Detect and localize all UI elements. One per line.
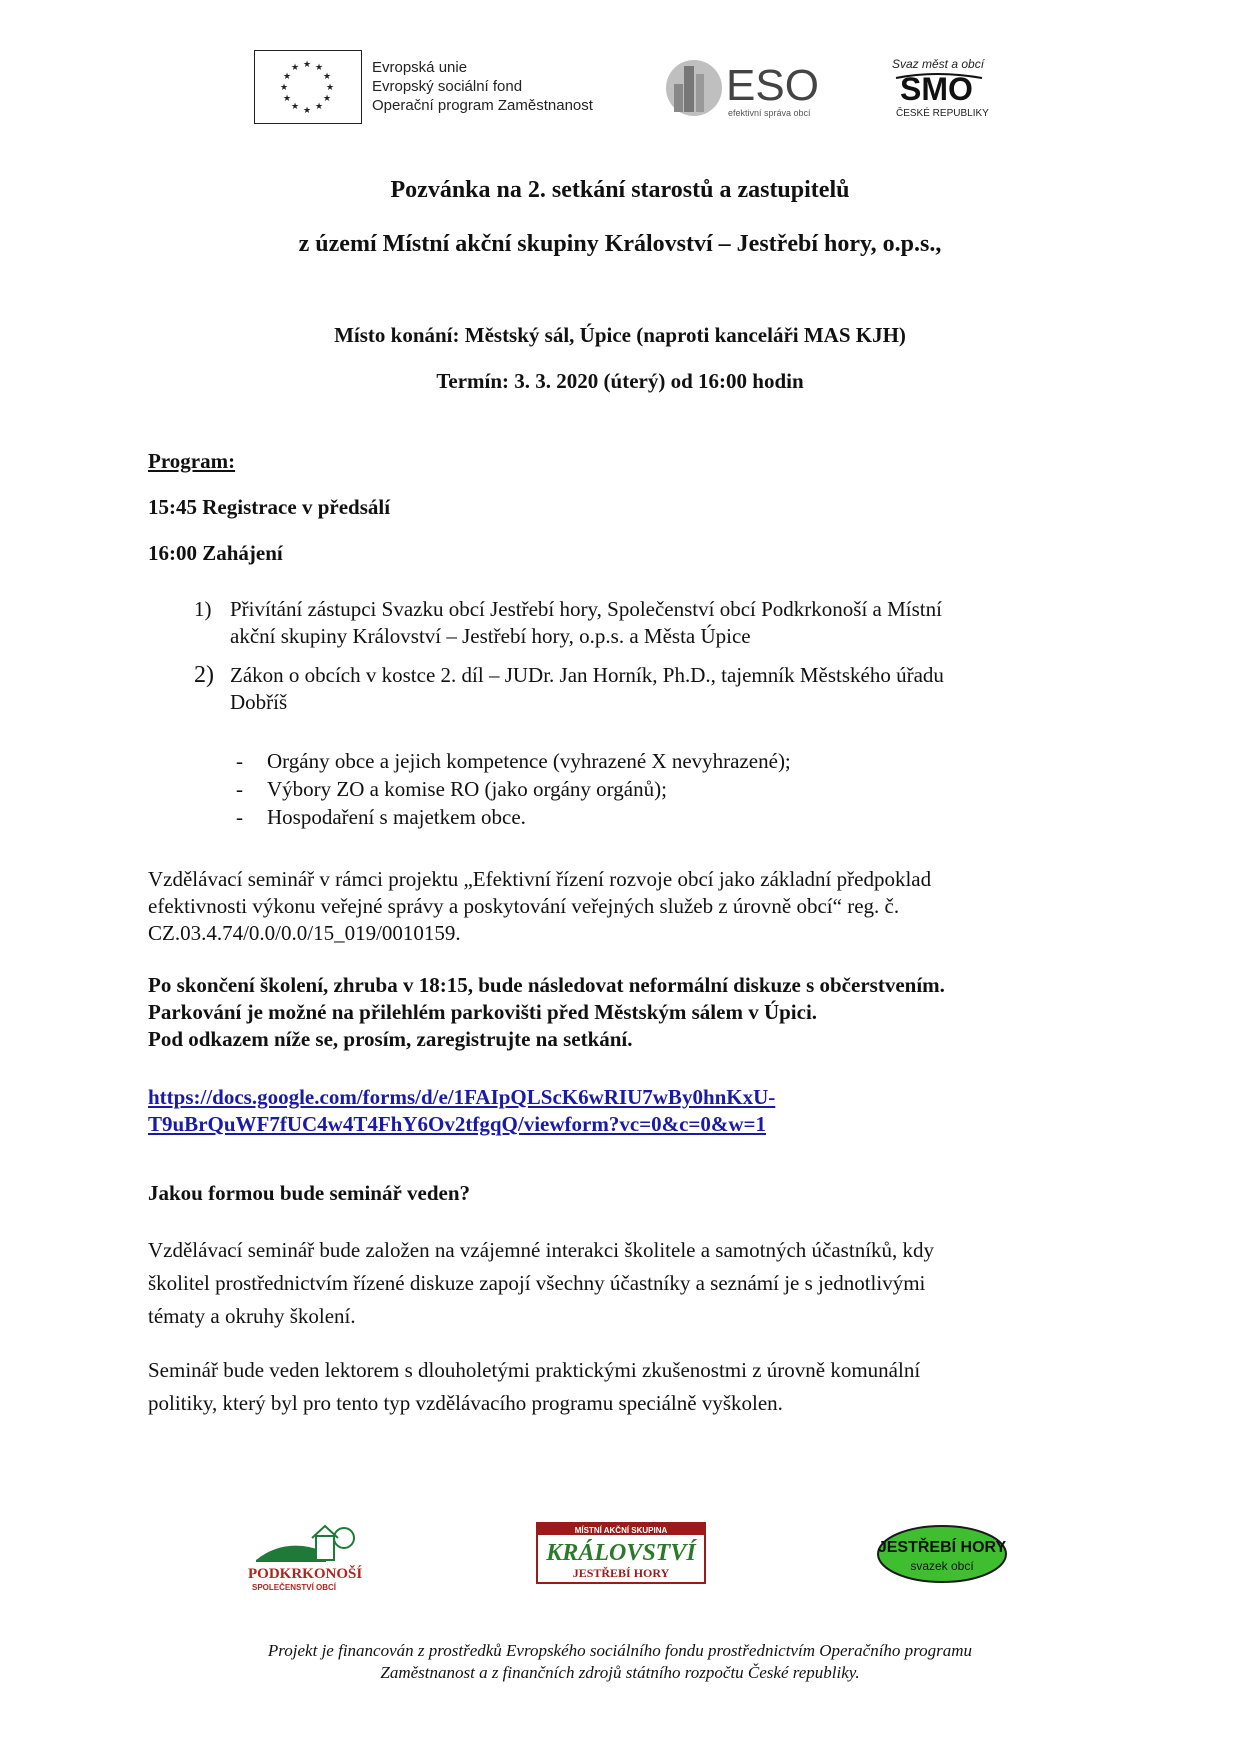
eu-line-2: Evropský sociální fond [372, 78, 523, 95]
eu-line-3: Operační program Zaměstnanost [372, 97, 593, 114]
program-opening: 16:00 Zahájení [148, 541, 283, 565]
svg-text:★: ★ [302, 106, 312, 116]
footer-line-2: Zaměstnanost a z finančních zdrojů státního rozpočtu České republiky. [380, 1663, 860, 1682]
svg-text:★: ★ [282, 72, 292, 82]
program-item-1-number: 1) [194, 597, 212, 621]
svg-text:★: ★ [302, 60, 312, 70]
program-item-2-line-1: Zákon o obcích v kostce 2. díl – JUDr. Jan Horník, Ph.D., tajemník Městského úřadu [230, 663, 944, 687]
program-registration: 15:45 Registrace v předsálí [148, 495, 391, 519]
house-icon [316, 1536, 334, 1560]
format-paragraph-1 [148, 1234, 1108, 1333]
program-subitem-text: Výbory ZO a komise RO (jako orgány orgánů); [267, 777, 667, 801]
svg-text:★: ★ [322, 94, 332, 104]
podkrkonosi-sub: SPOLEČENSTVÍ OBCÍ [252, 1583, 337, 1592]
jestrebi-hory-logo [876, 1524, 1008, 1584]
format-p2-line-2: politiky, který byl pro tento typ vzdělávacího programu speciálně vyškolen. [148, 1391, 783, 1415]
smo-bottom: ČESKÉ REPUBLIKY [896, 108, 989, 119]
svg-text:★: ★ [290, 63, 300, 73]
eu-flag-logo [254, 50, 362, 124]
svg-text:★: ★ [279, 83, 289, 93]
program-item-1-line-1: Přivítání zástupci Svazku obcí Jestřebí hory, Společenství obcí Podkrkonoší a Místní [230, 597, 942, 621]
notice [148, 972, 1108, 1053]
svg-text:★: ★ [290, 102, 300, 112]
eu-stars-icon [255, 51, 360, 122]
format-p1-line-1: Vzdělávací seminář bude založen na vzájemné interakci školitele a samotných účastníků, kdy [148, 1238, 935, 1262]
registration-link-block [148, 1084, 1108, 1138]
format-p1-line-2: školitel prostřednictvím řízené diskuze zapojí všechny účastníky a seznámí je s jednotlivými [148, 1271, 926, 1295]
registration-link-line-1: https://docs.google.com/forms/d/e/1FAIpQLScK6wRIU7wBy0hnKxU- [148, 1085, 776, 1109]
podkrkonosi-name: PODKRKONOŠÍ [248, 1566, 363, 1582]
event-date: Termín: 3. 3. 2020 (úterý) od 16:00 hodin [436, 369, 804, 393]
program-subitem [236, 804, 526, 831]
title-line-2: z území Místní akční skupiny Království – Jestřebí hory, o.p.s., [298, 231, 942, 257]
title-line-1: Pozvánka na 2. setkání starostů a zastupitelů [390, 177, 850, 203]
eu-line-1: Evropská unie [372, 59, 468, 76]
program-heading: Program: [148, 449, 236, 473]
program-subitem [236, 776, 667, 803]
program-item-1-line-2: akční skupiny Království – Jestřebí hory, o.p.s. a Města Úpice [230, 624, 751, 648]
svg-text:★: ★ [314, 63, 324, 73]
smo-logo [886, 56, 994, 122]
format-heading: Jakou formou bude seminář veden? [148, 1181, 471, 1205]
smo-name: SMO [900, 71, 973, 107]
eso-logo [664, 54, 834, 124]
svg-text:★: ★ [322, 72, 332, 82]
registration-link[interactable] [148, 1084, 1108, 1138]
smo-top: Svaz měst a obcí [892, 57, 985, 71]
notice-line-2: Parkování je možné na přilehlém parkovišti před Městským sálem v Úpici. [148, 1000, 818, 1024]
kralovstvi-top: MÍSTNÍ AKČNÍ SKUPINA [574, 1526, 668, 1535]
program-item-2-line-2: Dobříš [230, 690, 288, 714]
format-paragraph-2 [148, 1354, 1108, 1420]
notice-line-1: Po skončení školení, zhruba v 18:15, bude následovat neformální diskuze s občerstvením. [148, 973, 945, 997]
program-subitem [236, 748, 791, 775]
registration-link-line-2: T9uBrQuWF7fUC4w4T4FhY6Ov2tfgqQ/viewform?vc=0&c=0&w=1 [148, 1112, 767, 1136]
dash-bullet: - [236, 777, 243, 801]
jestrebi-sub: svazek obcí [910, 1559, 974, 1573]
footer-line-1: Projekt je financován z prostředků Evropského sociálního fondu prostřednictvím Operačního programu [267, 1641, 973, 1660]
eu-text [372, 58, 593, 115]
program-item-1 [196, 596, 1096, 650]
project-note-line-3: CZ.03.4.74/0.0/0.0/15_019/0010159. [148, 921, 461, 945]
program-item-2 [196, 662, 1096, 716]
svg-text:★: ★ [325, 83, 335, 93]
project-note-line-2: efektivnosti výkonu veřejné správy a poskytování veřejných služeb z úrovně obcí“ reg. č. [148, 894, 900, 918]
jestrebi-name: JESTŘEBÍ HORY [877, 1539, 1007, 1556]
format-p2-line-1: Seminář bude veden lektorem s dlouholetými praktickými zkušenostmi z úrovně komunální [148, 1358, 921, 1382]
notice-line-3: Pod odkazem níže se, prosím, zaregistrujte na setkání. [148, 1027, 633, 1051]
dash-bullet: - [236, 805, 243, 829]
kralovstvi-name: KRÁLOVSTVÍ [546, 1540, 696, 1566]
podkrkonosi-logo [246, 1518, 376, 1592]
event-place: Místo konání: Městský sál, Úpice (naproti kanceláři MAS KJH) [334, 323, 906, 347]
program-item-2-number: 2) [194, 662, 214, 688]
kralovstvi-logo [536, 1522, 706, 1584]
eso-subtitle: efektivní správa obcí [728, 108, 811, 118]
eso-name: ESO [726, 61, 819, 110]
project-note-line-1: Vzdělávací seminář v rámci projektu „Efektivní řízení rozvoje obcí jako základní předpoklad [148, 867, 932, 891]
dash-bullet: - [236, 749, 243, 773]
funding-footer [0, 1640, 1240, 1684]
format-p1-line-3: tématy a okruhy školení. [148, 1304, 356, 1328]
program-subitem-text: Orgány obce a jejich kompetence (vyhrazené X nevyhrazené); [267, 749, 791, 773]
svg-text:★: ★ [314, 102, 324, 112]
svg-text:★: ★ [282, 94, 292, 104]
project-note [148, 866, 1108, 947]
program-subitem-text: Hospodaření s majetkem obce. [267, 805, 526, 829]
kralovstvi-sub: JESTŘEBÍ HORY [572, 1566, 670, 1580]
